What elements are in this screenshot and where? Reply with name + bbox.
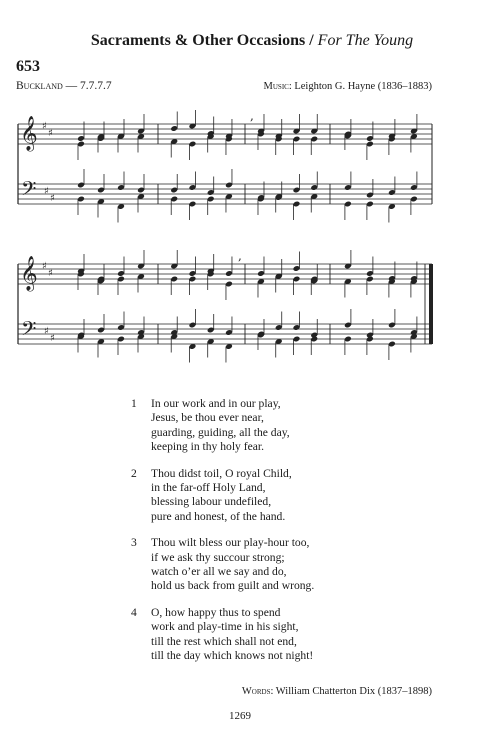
sharp-icon: ♯ [42, 121, 47, 132]
verse-4 [131, 606, 431, 664]
sharp-icon: ♯ [44, 186, 49, 197]
sharp-icon: ♯ [50, 193, 55, 204]
verse-line: till the day which knows not night! [151, 649, 314, 663]
music-system-2 [0, 250, 480, 390]
sharp-icon: ♯ [42, 261, 47, 272]
verse-line: guarding, guiding, all the day, [151, 425, 290, 439]
verse-line: Thou didst toil, O royal Child, [151, 466, 292, 480]
words-label: Words: [241, 686, 274, 697]
verse-line: O, how happy thus to spend [151, 605, 281, 619]
verse-1 [131, 397, 431, 455]
page-number: 1269 [229, 710, 251, 722]
verse-line: blessing labour undefiled, [151, 495, 272, 509]
treble-clef-icon: 𝄞 [20, 116, 38, 151]
final-barline [429, 264, 433, 344]
verse-line: Jesus, be thou ever near, [151, 411, 264, 425]
treble-clef-icon: 𝄞 [20, 256, 38, 291]
sharp-icon: ♯ [50, 333, 55, 344]
sharp-icon: ♯ [48, 268, 53, 279]
verse-line: In our work and in our play, [151, 397, 281, 410]
tune-line [16, 80, 112, 92]
verse-line: work and play-time in his sight, [151, 620, 299, 634]
author: William Chatterton Dix (1837–1898) [273, 686, 432, 697]
verse-number: 3 [131, 536, 137, 550]
breath-mark-icon: , [238, 250, 242, 263]
music-credit [264, 81, 432, 92]
subsection-name: For The Young [317, 32, 414, 49]
verse-line: in the far-off Holy Land, [151, 481, 266, 495]
section-name: Sacraments & Other Occasions [90, 32, 306, 49]
verse-line: if we ask thy succour strong; [151, 550, 285, 564]
words-credit [242, 686, 432, 697]
verse-line: watch o’er all we say and do, [151, 565, 287, 579]
meter: — 7.7.7.7 [62, 80, 112, 92]
bass-clef-icon: 𝄢 [21, 317, 37, 345]
hymn-number: 653 [16, 58, 40, 75]
verse-line: Thou wilt bless our play-hour too, [151, 536, 310, 550]
verses [131, 397, 431, 676]
verse-2 [131, 467, 431, 525]
bass-clef-icon: 𝄢 [21, 177, 37, 205]
verse-number: 4 [131, 605, 137, 619]
verse-line: till the rest which shall not end, [151, 634, 297, 648]
title-separator: / [305, 32, 318, 49]
music-label: Music: [263, 81, 292, 92]
verse-line: hold us back from guilt and wrong. [151, 579, 315, 593]
section-title [82, 32, 422, 50]
verse-line: keeping in thy holy fear. [151, 440, 265, 454]
sharp-icon: ♯ [48, 128, 53, 139]
breath-mark-icon: , [250, 110, 254, 123]
tune-name: Buckland [16, 80, 63, 92]
composer: Leighton G. Hayne (1836–1883) [291, 81, 432, 92]
music-system-1 [0, 110, 480, 250]
verse-line: pure and honest, of the hand. [151, 509, 286, 523]
verse-number: 1 [131, 397, 137, 410]
sharp-icon: ♯ [44, 326, 49, 337]
verse-number: 2 [131, 466, 137, 480]
verse-3 [131, 536, 431, 594]
